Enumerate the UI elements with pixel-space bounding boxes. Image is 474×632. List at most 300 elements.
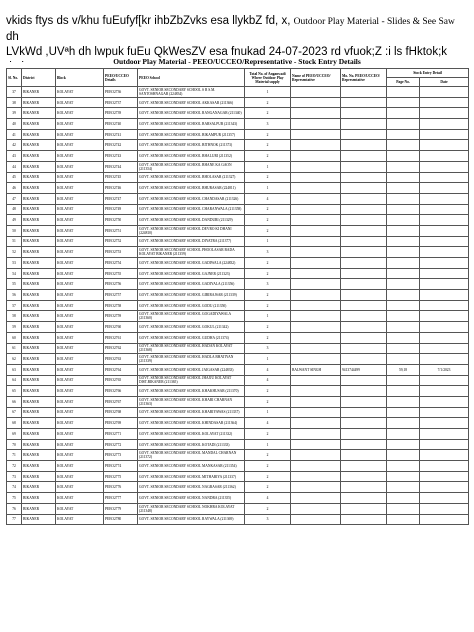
cell-page-no [387,151,420,162]
cell-rep-name [291,225,341,236]
cell-date [420,140,469,151]
cell-date [420,375,469,386]
cell-date [420,151,469,162]
cell-school: GOVT. SENIOR SECONDARY SCHOOL CHARANWALA (211358) [138,204,245,215]
cell-total: 2 [245,129,291,140]
cell-rep-name [291,129,341,140]
cell-sno: 39 [7,108,22,119]
cell-district: BIKANER [22,172,56,183]
cell-block: KOLAYAT [56,429,104,440]
cell-mobile [341,290,387,301]
cell-rep-name [291,268,341,279]
cell-rep-name [291,418,341,429]
cell-date [420,119,469,130]
col-header-block: Block [56,69,104,87]
cell-total: 1 [245,354,291,365]
cell-page-no [387,279,420,290]
cell-district: BIKANER [22,97,56,108]
cell-mobile [341,429,387,440]
cell-block: KOLAYAT [56,396,104,407]
cell-rep-name [291,311,341,322]
cell-district: BIKANER [22,108,56,119]
table-row [7,172,469,183]
cell-rep-name [291,97,341,108]
cell-total: 2 [245,471,291,482]
cell-total: 2 [245,386,291,397]
cell-rep-name [291,279,341,290]
cell-total: 2 [245,97,291,108]
cell-school: GOVT. SENIOR SECONDARY SCHOOL KHAKHUSAR (211370) [138,386,245,397]
cell-peeo: PEEO2751 [104,225,138,236]
table-row [7,429,469,440]
table-row [7,268,469,279]
cell-block: KOLAYAT [56,407,104,418]
cell-date [420,429,469,440]
cell-district: BIKANER [22,279,56,290]
cell-district: BIKANER [22,193,56,204]
cell-total: 2 [245,140,291,151]
cell-school: GOVT. SENIOR SECONDARY SCHOOL CHANDASAR (211326) [138,193,245,204]
cell-school: GOVT. SENIOR SECONDARY SCHOOL GODU (211350) [138,300,245,311]
table-row [7,151,469,162]
cell-block: KOLAYAT [56,225,104,236]
cell-page-no [387,311,420,322]
table-row [7,300,469,311]
cell-district: BIKANER [22,225,56,236]
table-row [7,183,469,194]
cell-sno: 59 [7,322,22,333]
cell-sno: 57 [7,300,22,311]
cell-page-no [387,418,420,429]
cell-district: BIKANER [22,418,56,429]
cell-page-no [387,161,420,172]
cell-mobile [341,183,387,194]
table-row [7,322,469,333]
cell-peeo: PEEO2746 [104,183,138,194]
cell-rep-name [291,258,341,269]
cell-school: GOVT. SENIOR SECONDARY SCHOOL GUDHA (211374) [138,332,245,343]
table-row [7,514,469,525]
cell-date [420,343,469,354]
cell-mobile [341,461,387,472]
cell-peeo: PEEO2775 [104,471,138,482]
cell-school: GOVT. SENIOR SECONDARY SCHOOL BITHNOK (211373) [138,140,245,151]
cell-total: 2 [245,172,291,183]
cell-total: 2 [245,204,291,215]
cell-block: KOLAYAT [56,161,104,172]
cell-peeo: PEEO2749 [104,204,138,215]
cell-sno: 53 [7,258,22,269]
cell-rep-name [291,375,341,386]
cell-mobile [341,87,387,98]
cell-sno: 68 [7,418,22,429]
cell-mobile [341,418,387,429]
cell-district: BIKANER [22,503,56,514]
cell-total: 2 [245,290,291,301]
table-row [7,236,469,247]
cell-peeo: PEEO2767 [104,396,138,407]
table-row [7,471,469,482]
cell-sno: 54 [7,268,22,279]
cell-sno: 66 [7,396,22,407]
cell-rep-name [291,439,341,450]
cell-total: 2 [245,503,291,514]
cell-rep-name [291,215,341,226]
cell-peeo: PEEO2766 [104,386,138,397]
cell-date [420,407,469,418]
cell-school: GOVT. SENIOR SECONDARY SCHOOL GADIWALA (224832) [138,258,245,269]
cell-sno: 56 [7,290,22,301]
cell-page-no [387,129,420,140]
cell-district: BIKANER [22,236,56,247]
cell-peeo: PEEO2754 [104,258,138,269]
table-row [7,503,469,514]
cell-date [420,322,469,333]
cell-rep-name [291,322,341,333]
cell-block: KOLAYAT [56,97,104,108]
cell-mobile [341,332,387,343]
cell-mobile [341,236,387,247]
cell-mobile [341,396,387,407]
cell-peeo: PEEO2756 [104,279,138,290]
cell-school: GOVT. SENIOR SECONDARY SCHOOL KOTADI (211333) [138,439,245,450]
cell-date [420,482,469,493]
table-row [7,290,469,301]
cell-block: KOLAYAT [56,140,104,151]
stock-entry-table [6,68,469,525]
cell-block: KOLAYAT [56,172,104,183]
table-row [7,225,469,236]
cell-peeo: PEEO2740 [104,119,138,130]
cell-total: 2 [245,396,291,407]
cell-page-no [387,343,420,354]
cell-peeo: PEEO2772 [104,439,138,450]
cell-school: GOVT. SENIOR SECONDARY SCHOOL BARSALPUR (211343) [138,119,245,130]
col-header-total: Total No. of Anganwadi Where Outdoor Play Material supply [245,69,291,87]
cell-date [420,396,469,407]
cell-school: GOVT. SENIOR SECONDARY SCHOOL GOKUL (211342) [138,322,245,333]
cell-date [420,183,469,194]
cell-district: BIKANER [22,396,56,407]
col-header-peeo: PEEO/UCCEO Details [104,69,138,87]
cell-district: BIKANER [22,450,56,461]
cell-sno: 40 [7,119,22,130]
cell-mobile [341,258,387,269]
cell-sno: 67 [7,407,22,418]
cell-peeo: PEEO2763 [104,354,138,365]
cell-district: BIKANER [22,493,56,504]
cell-sno: 77 [7,514,22,525]
cell-district: BIKANER [22,290,56,301]
cell-block: KOLAYAT [56,236,104,247]
cell-date [420,215,469,226]
cell-school: GOVT. SENIOR SECONDARY SCHOOL GOGADIYAWALA (211360) [138,311,245,322]
cell-mobile [341,493,387,504]
cell-mobile [341,354,387,365]
cell-total: 2 [245,429,291,440]
cell-page-no [387,225,420,236]
cell-total: 2 [245,482,291,493]
cell-block: KOLAYAT [56,87,104,98]
col-header-mobile: Mo. No. PEEO/UCCEO/ Representative [341,69,387,87]
cell-block: KOLAYAT [56,119,104,130]
cell-peeo: PEEO2771 [104,429,138,440]
cell-district: BIKANER [22,183,56,194]
cell-sno: 45 [7,172,22,183]
cell-page-no [387,493,420,504]
hindi-instruction-header [6,14,470,62]
cell-page-no [387,354,420,365]
cell-total: 1 [245,236,291,247]
cell-sno: 44 [7,161,22,172]
cell-sno: 70 [7,439,22,450]
cell-district: BIKANER [22,268,56,279]
cell-district: BIKANER [22,364,56,375]
cell-school: GOVT. SENIOR SECONDARY SCHOOL HADAN KOLAYAT (211368) [138,343,245,354]
cell-mobile [341,119,387,130]
cell-mobile [341,151,387,162]
table-row [7,215,469,226]
cell-total: 4 [245,364,291,375]
cell-rep-name [291,236,341,247]
cell-page-no [387,140,420,151]
table-row [7,343,469,354]
table-row [7,386,469,397]
cell-page-no [387,482,420,493]
cell-school: GOVT. SENIOR SECONDARY SCHOOL DEVRO KI DHANI (224810) [138,225,245,236]
cell-sno: 43 [7,151,22,162]
cell-peeo: PEEO2752 [104,236,138,247]
cell-district: BIKANER [22,215,56,226]
cell-school: GOVT. SENIOR SECONDARY SCHOOL KHARIYAWAS (211337) [138,407,245,418]
cell-total: 2 [245,450,291,461]
cell-rep-name [291,183,341,194]
cell-sno: 46 [7,183,22,194]
cell-peeo: PEEO2776 [104,482,138,493]
cell-mobile [341,375,387,386]
cell-rep-name [291,119,341,130]
cell-sno: 48 [7,204,22,215]
cell-total: 1 [245,87,291,98]
cell-district: BIKANER [22,322,56,333]
cell-sno: 63 [7,364,22,375]
cell-peeo: PEEO2755 [104,268,138,279]
cell-page-no [387,396,420,407]
cell-block: KOLAYAT [56,311,104,322]
cell-page-no [387,290,420,301]
cell-block: KOLAYAT [56,204,104,215]
cell-rep-name [291,354,341,365]
cell-school: GOVT. SENIOR SECONDARY SCHOOL BIKAMPUR (211357) [138,129,245,140]
cell-total: 1 [245,183,291,194]
cell-rep-name [291,514,341,525]
cell-mobile [341,268,387,279]
cell-school: GOVT. SENIOR SECONDARY SCHOOL GADIYALA (211356) [138,279,245,290]
cell-rep-name: BALWANT SINGH [291,364,341,375]
cell-school: GOVT. SENIOR SECONDARY SCHOOL KHINDASAR (211364) [138,418,245,429]
cell-mobile [341,439,387,450]
cell-peeo: PEEO2745 [104,172,138,183]
cell-page-no [387,268,420,279]
cell-district: BIKANER [22,332,56,343]
cell-sno: 52 [7,247,22,258]
cell-block: KOLAYAT [56,375,104,386]
table-row [7,204,469,215]
cell-date [420,193,469,204]
cell-district: BIKANER [22,204,56,215]
cell-mobile [341,108,387,119]
table-row [7,439,469,450]
cell-district: BIKANER [22,375,56,386]
cell-mobile [341,311,387,322]
cell-district: BIKANER [22,140,56,151]
cell-district: BIKANER [22,386,56,397]
cell-page-no [387,407,420,418]
cell-date [420,97,469,108]
cell-rep-name [291,140,341,151]
header-line-a: vkids ftys ds v/khu fuEufyf[kr ihbZbZvks esa llykbZ fd, x, [6,15,294,27]
cell-sno: 71 [7,450,22,461]
table-row [7,396,469,407]
cell-school: GOVT. SENIOR SECONDARY SCHOOL PHOOLASAR BADA KOLAYAT BIKANER (211359) [138,247,245,258]
cell-page-no [387,204,420,215]
cell-school: GOVT. SENIOR SECONDARY SCHOOL BHANE KA GAON (211354) [138,161,245,172]
cell-sno: 60 [7,332,22,343]
cell-peeo: PEEO2744 [104,161,138,172]
cell-total: 2 [245,268,291,279]
cell-date [420,87,469,98]
cell-peeo: PEEO2747 [104,193,138,204]
cell-page-no [387,471,420,482]
cell-sno: 73 [7,471,22,482]
cell-rep-name [291,450,341,461]
cell-school: GOVT. SENIOR SECONDARY SCHOOL AKKASAR (211366) [138,97,245,108]
cell-school: GOVT. SENIOR SECONDARY SCHOOL KOLAYAT (211332) [138,429,245,440]
table-row [7,364,469,375]
cell-total: 1 [245,407,291,418]
cell-date [420,172,469,183]
cell-page-no [387,215,420,226]
cell-peeo: PEEO2753 [104,247,138,258]
cell-date [420,236,469,247]
cell-total: 2 [245,258,291,269]
cell-rep-name [291,429,341,440]
table-subtitle: Outdoor Play Material - PEEO/UCCEO/Representative - Stock Entry Details [113,57,361,66]
cell-peeo: PEEO2757 [104,290,138,301]
cell-total: 4 [245,493,291,504]
cell-sno: 38 [7,97,22,108]
col-header-school: PEEO School [138,69,245,87]
cell-district: BIKANER [22,151,56,162]
cell-mobile [341,225,387,236]
cell-mobile [341,247,387,258]
cell-block: KOLAYAT [56,290,104,301]
cell-rep-name [291,204,341,215]
table-row [7,129,469,140]
cell-peeo: PEEO2762 [104,343,138,354]
table-row [7,450,469,461]
cell-school: GOVT. SENIOR SECONDARY SCHOOL RANGANAGAR (211340) [138,108,245,119]
cell-date [420,418,469,429]
cell-peeo: PEEO2768 [104,407,138,418]
cell-district: BIKANER [22,129,56,140]
cell-rep-name [291,482,341,493]
cell-block: KOLAYAT [56,183,104,194]
cell-district: BIKANER [22,461,56,472]
cell-school: GOVT. SENIOR SECONDARY SCHOOL RAYWALA (211369) [138,514,245,525]
cell-block: KOLAYAT [56,258,104,269]
cell-district: BIKANER [22,407,56,418]
cell-date [420,311,469,322]
cell-rep-name [291,332,341,343]
cell-rep-name [291,290,341,301]
cell-block: KOLAYAT [56,193,104,204]
cell-mobile [341,279,387,290]
cell-page-no [387,193,420,204]
cell-peeo: PEEO2774 [104,461,138,472]
table-row [7,161,469,172]
cell-sno: 51 [7,236,22,247]
cell-mobile [341,450,387,461]
cell-total: 4 [245,193,291,204]
cell-date [420,514,469,525]
cell-school: GOVT. SENIOR SECONDARY SCHOOL DIYATRA (211377) [138,236,245,247]
cell-school: GOVT. SENIOR SECONDARY SCHOOL HADLA BHATIYAN (211339) [138,354,245,365]
cell-district: BIKANER [22,161,56,172]
cell-page-no [387,375,420,386]
cell-school: GOVT. SENIOR SECONDARY SCHOOL BHURASAR (224811) [138,183,245,194]
cell-page-no [387,172,420,183]
cell-total: 2 [245,461,291,472]
cell-date [420,461,469,472]
cell-rep-name [291,108,341,119]
cell-sno: 64 [7,375,22,386]
cell-total: 1 [245,311,291,322]
cell-district: BIKANER [22,354,56,365]
cell-mobile [341,172,387,183]
cell-page-no [387,439,420,450]
cell-school: GOVT. SENIOR SECONDARY SCHOOL NANDRA (211355) [138,493,245,504]
cell-peeo: PEEO2742 [104,140,138,151]
cell-date [420,471,469,482]
table-row [7,140,469,151]
cell-block: KOLAYAT [56,343,104,354]
header-line-b: LVkWd ,UVªh dh lwpuk fuEu QkWesZV esa fnukad 24-07-2023 rd vfuok;Z :i ls fHktok;k [6,46,448,58]
cell-rep-name [291,493,341,504]
cell-mobile [341,322,387,333]
cell-total: 3 [245,343,291,354]
cell-district: BIKANER [22,471,56,482]
cell-district: BIKANER [22,247,56,258]
table-row [7,375,469,386]
cell-rep-name [291,172,341,183]
col-header-rep-name: Name of PEEO/UCCEO/ Representative [291,69,341,87]
cell-sno: 41 [7,129,22,140]
cell-page-no [387,386,420,397]
cell-page-no [387,300,420,311]
cell-sno: 75 [7,493,22,504]
cell-page-no: 59,18 [387,364,420,375]
cell-page-no [387,461,420,472]
cell-total: 1 [245,161,291,172]
cell-block: KOLAYAT [56,386,104,397]
cell-sno: 61 [7,343,22,354]
cell-page-no [387,332,420,343]
cell-block: KOLAYAT [56,332,104,343]
cell-block: KOLAYAT [56,151,104,162]
cell-block: KOLAYAT [56,514,104,525]
cell-mobile [341,129,387,140]
